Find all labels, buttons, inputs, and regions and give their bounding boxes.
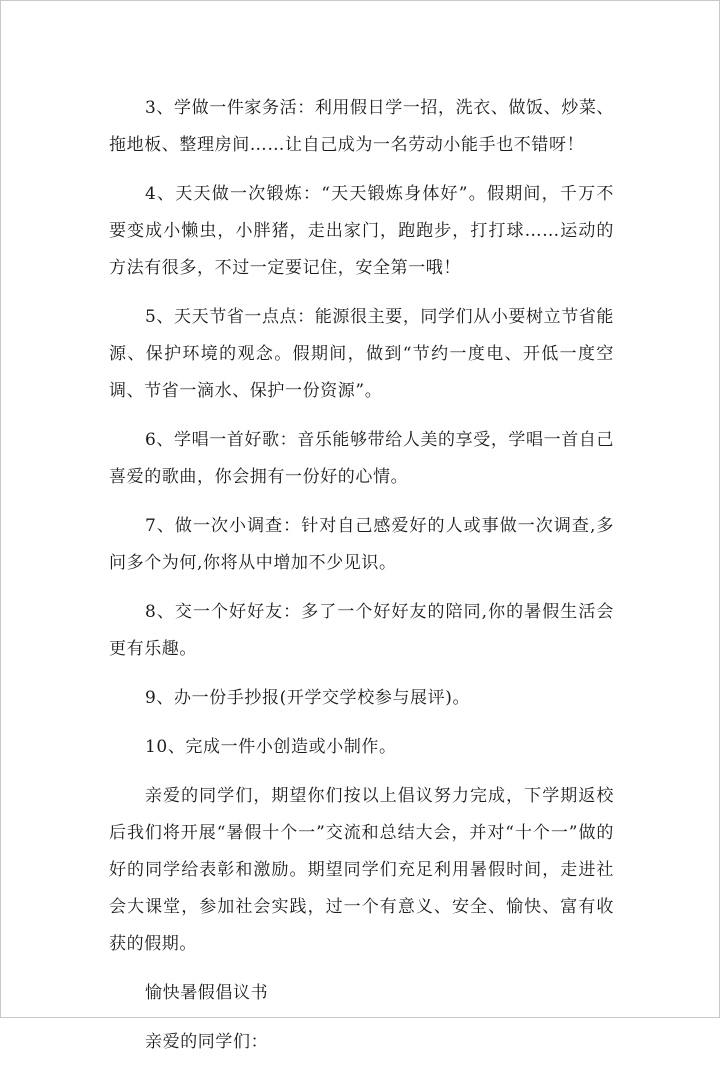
paragraph-item-7: 7、做一次小调查：针对自己感爱好的人或事做一次调查,多问多个为何,你将从中增加不少见识。 <box>109 516 614 573</box>
paragraph-item-6: 6、学唱一首好歌：音乐能够带给人美的享受，学唱一首自己喜爱的歌曲，你会拥有一份好的心情。 <box>109 430 615 487</box>
paragraph-item-10: 10、完成一件小创造或小制作。 <box>145 737 397 757</box>
salutation: 亲爱的同学们： <box>145 1032 269 1052</box>
closing-paragraph: 亲爱的同学们，期望你们按以上倡议努力完成，下学期返校后我们将开展“暑假十个一”交流和总结大会，并对“十个一”做的好的同学给表彰和激励。期望同学们充足利用暑假时间，走进社会大课堂，参加社会实践，过一个有意义、安全、愉快、富有收获的假期。 <box>109 786 614 954</box>
paragraph-item-9: 9、办一份手抄报(开学交学校参与展评)。 <box>145 688 471 708</box>
paragraph-item-3: 3、学做一件家务活：利用假日学一招，洗衣、做饭、炒菜、拖地板、整理房间……让自己成为一名劳动小能手也不错呀！ <box>109 98 615 155</box>
next-document-title: 愉快暑假倡议书 <box>145 983 269 1003</box>
paragraph-item-8: 8、交一个好好友：多了一个好好友的陪同,你的暑假生活会更有乐趣。 <box>109 602 614 659</box>
paragraph-item-5: 5、天天节省一点点：能源很主要，同学们从小要树立节省能源、保护环境的观念。假期间，做到“节约一度电、开低一度空调、节省一滴水、保护一份资源”。 <box>109 307 615 401</box>
paragraph-item-4: 4、天天做一次锻炼：“天天锻炼身体好”。假期间，千万不要变成小懒虫，小胖猪，走出家门，跑跑步，打打球……运动的方法有很多，不过一定要记住，安全第一哦！ <box>109 184 614 278</box>
document-body <box>109 90 614 1073</box>
